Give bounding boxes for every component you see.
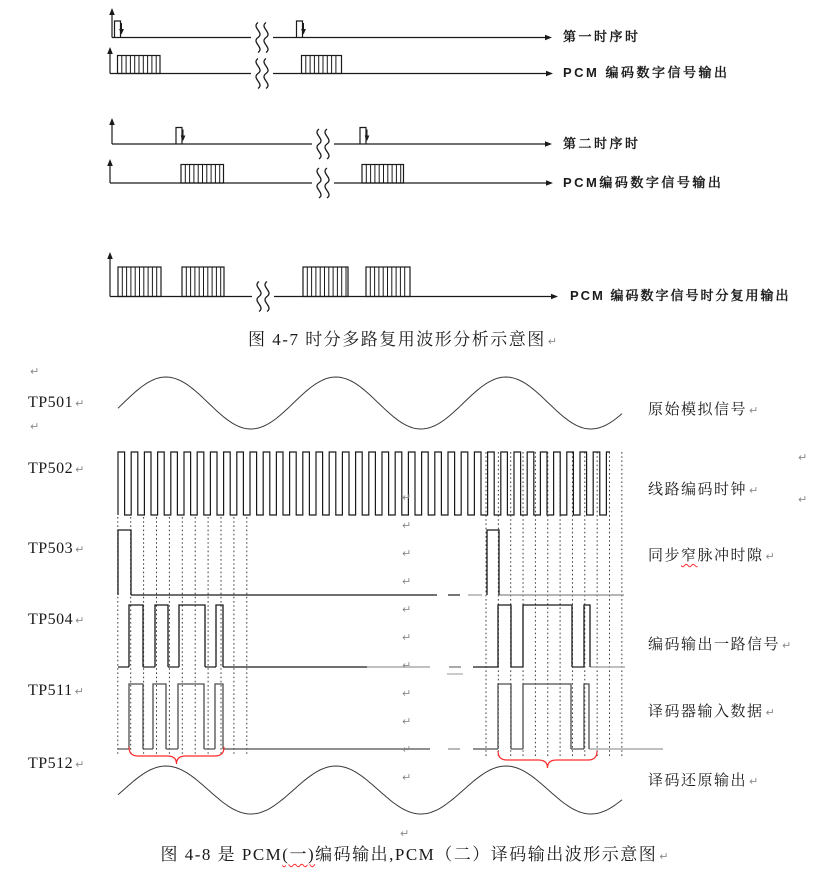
paragraph-mark-icon: ↵ bbox=[402, 743, 412, 756]
paragraph-mark-icon: ↵ bbox=[402, 519, 412, 532]
tp502-text: TP502 bbox=[28, 460, 74, 477]
fig47-row2-label: PCM 编码数字信号输出 bbox=[563, 65, 730, 80]
figure-4-7-caption-text: 图 4-7 时分多路复用波形分析示意图 bbox=[248, 330, 546, 349]
paragraph-mark-icon: ↵ bbox=[765, 706, 775, 719]
tp503-desc-post: 脉冲时隙 bbox=[697, 548, 764, 564]
paragraph-mark-icon: ↵ bbox=[402, 603, 412, 616]
paragraph-mark-icon: ↵ bbox=[402, 575, 412, 588]
tp511-desc-text: 译码器输入数据 bbox=[648, 704, 764, 720]
paragraph-mark-icon: ↵ bbox=[75, 614, 85, 627]
tp511-text: TP511 bbox=[28, 682, 73, 699]
tp503-text: TP503 bbox=[28, 540, 74, 557]
fig47-row1-label: 第一时序时 bbox=[563, 29, 641, 44]
paragraph-mark-icon: ↵ bbox=[798, 493, 808, 506]
tp503-desc-spellcheck: 窄 bbox=[681, 548, 698, 564]
paragraph-mark-icon: ↵ bbox=[75, 543, 85, 556]
tp503-desc-pre: 同步 bbox=[648, 548, 682, 564]
tp501-text: TP501 bbox=[28, 394, 74, 411]
paragraph-mark-icon: ↵ bbox=[74, 685, 84, 698]
paragraph-mark-icon: ↵ bbox=[75, 397, 85, 410]
tp502-desc-text: 线路编码时钟 bbox=[648, 482, 748, 498]
paragraph-mark-icon: ↵ bbox=[547, 335, 557, 348]
tp512-text: TP512 bbox=[28, 755, 74, 772]
figure-4-8-caption-post: 编码输出,PCM（二）译码输出波形示意图 bbox=[315, 845, 658, 864]
paragraph-mark-icon: ↵ bbox=[402, 659, 412, 672]
tp504-text: TP504 bbox=[28, 611, 74, 628]
paragraph-mark-icon: ↵ bbox=[402, 771, 412, 784]
paragraph-mark-icon: ↵ bbox=[659, 850, 669, 863]
figure-4-8-caption-pre: 图 4-8 是 PCM bbox=[160, 845, 283, 864]
paragraph-mark-icon: ↵ bbox=[402, 715, 412, 728]
paragraph-mark-icon: ↵ bbox=[765, 550, 775, 563]
paragraph-mark-icon: ↵ bbox=[749, 484, 759, 497]
paragraph-mark-icon: ↵ bbox=[402, 631, 412, 644]
paragraph-mark-icon: ↵ bbox=[402, 491, 412, 504]
fig47-row3-label: 第二时序时 bbox=[563, 136, 641, 151]
tp501-desc-text: 原始模拟信号 bbox=[648, 402, 748, 418]
fig47-row4-label: PCM编码数字信号输出 bbox=[563, 175, 724, 190]
paragraph-mark-icon: ↵ bbox=[798, 451, 808, 464]
paragraph-mark-icon: ↵ bbox=[749, 775, 759, 788]
paragraph-mark-icon: ↵ bbox=[400, 827, 410, 840]
paragraph-mark-icon: ↵ bbox=[75, 463, 85, 476]
paragraph-mark-icon: ↵ bbox=[30, 365, 40, 378]
paragraph-mark-icon: ↵ bbox=[749, 404, 759, 417]
paragraph-mark-icon: ↵ bbox=[402, 547, 412, 560]
tp504-desc-text: 编码输出一路信号 bbox=[648, 637, 781, 653]
fig47-row5-label: PCM 编码数字信号时分复用输出 bbox=[570, 288, 791, 303]
paragraph-mark-icon: ↵ bbox=[75, 758, 85, 771]
paragraph-mark-icon: ↵ bbox=[782, 639, 792, 652]
tp512-desc-text: 译码还原输出 bbox=[648, 773, 748, 789]
figure-4-8-caption-spellcheck: (一) bbox=[282, 845, 316, 864]
paragraph-mark-icon: ↵ bbox=[30, 420, 40, 433]
paragraph-mark-icon: ↵ bbox=[402, 687, 412, 700]
